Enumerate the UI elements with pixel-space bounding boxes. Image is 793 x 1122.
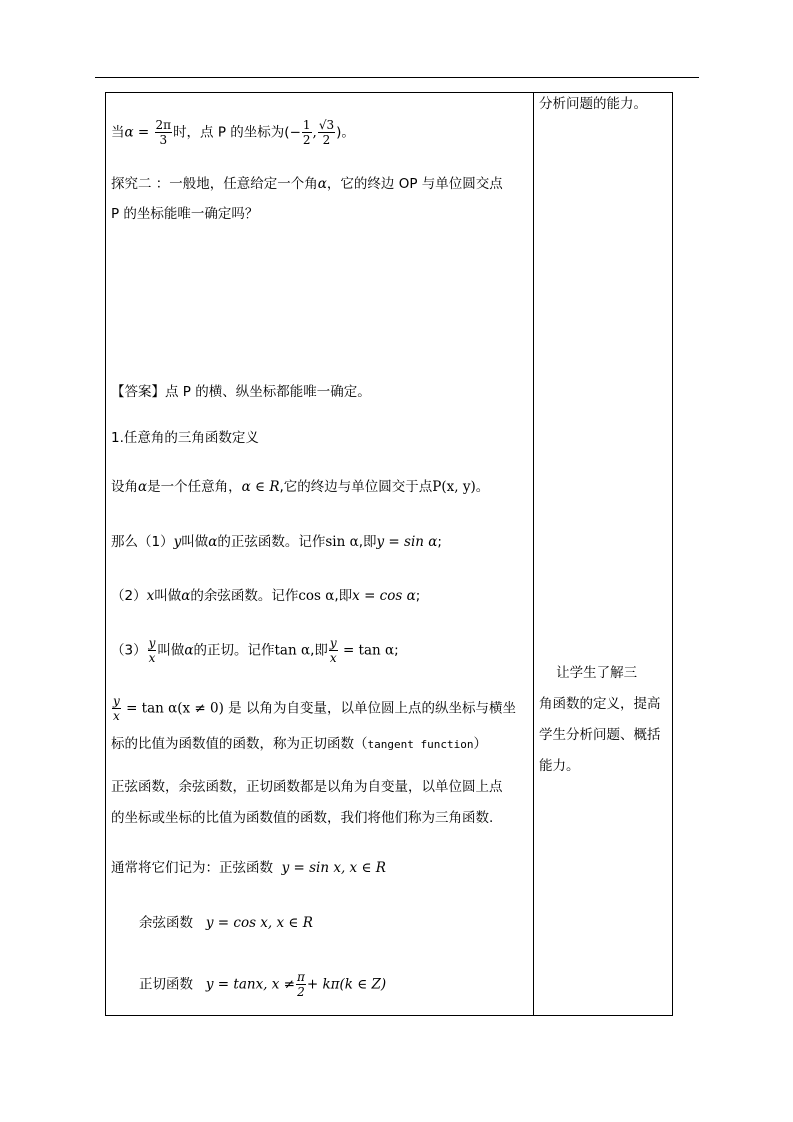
cosine-notation: 余弦函数 y = cos x, x ∈ R xyxy=(139,915,313,931)
tangent-explanation-line2: 标的比值为函数值的函数，称为正切函数（tangent function） xyxy=(111,736,487,752)
explore-two-line1: 探究二 ：一般地，任意给定一个角α，它的终边 OP 与单位圆交点 xyxy=(111,176,503,192)
alpha-in-r: α ∈ R xyxy=(241,479,280,495)
side-note-line2: 角函数的定义，提高 xyxy=(539,696,661,712)
header-rule xyxy=(95,77,699,78)
tangent-explanation-line1: $\frac{y}{x}$ = tan α(x ≠ 0) 是 以角为自变量，以单位圆上点的纵坐标与横坐 xyxy=(113,694,516,723)
text: )。 xyxy=(336,124,355,141)
fraction-2pi-3: $\frac{2\pi}{3}$ xyxy=(155,118,172,147)
answer-text: 【答案】点 P 的横、纵坐标都能唯一确定。 xyxy=(111,384,371,400)
alpha-symbol: α xyxy=(124,124,134,141)
side-note-line1: 让学生了解三 xyxy=(539,665,638,681)
column-divider xyxy=(533,92,534,1016)
side-note-line3: 学生分析问题、概括 xyxy=(539,727,661,743)
side-note-top: 分析问题的能力。 xyxy=(539,96,647,112)
fraction-y-x: $\frac{y}{x}$ xyxy=(329,636,337,665)
fraction-pi-2: $\frac{\pi}{2}$ xyxy=(296,970,305,999)
comma: , xyxy=(312,124,317,141)
explore-two-line2: P 的坐标能唯一确定吗？ xyxy=(111,206,259,222)
cosine-definition: （2）x叫做α的余弦函数。记作cos α,即x = cos α; xyxy=(111,588,421,604)
tangent-definition: （3） $\frac{y}{x}$ 叫做α的正切。记作tan α,即 $\frac{y}{x}$ = tan α; xyxy=(111,636,399,665)
lesson-table xyxy=(105,92,673,1016)
text: 时，点 P 的坐标为( xyxy=(173,124,290,141)
sine-definition: 那么（1）y叫做α的正弦函数。记作sin α,即y = sin α; xyxy=(111,534,442,550)
point-p: P(x, y) xyxy=(432,479,476,495)
minus: − xyxy=(289,124,301,141)
line-alpha-value xyxy=(111,118,355,147)
side-note-line4: 能力。 xyxy=(539,758,580,774)
fraction-y-x: $\frac{y}{x}$ xyxy=(148,636,156,665)
summary-line1: 正弦函数，余弦函数，正切函数都是以角为自变量，以单位圆上点 xyxy=(111,779,503,795)
text: 当 xyxy=(111,124,125,141)
set-angle-line: 设角α是一个任意角，α ∈ R,它的终边与单位圆交于点P(x, y)。 xyxy=(111,479,490,495)
fraction-y-x: $\frac{y}{x}$ xyxy=(113,694,120,723)
equals: = xyxy=(133,124,154,141)
sine-notation: 通常将它们记为：正弦函数 y = sin x, x ∈ R xyxy=(111,860,386,876)
alpha-symbol: α xyxy=(138,479,148,495)
fraction-1-2: $\frac{1}{2}$ xyxy=(302,118,311,147)
fraction-sqrt3-2: $\frac{√3}{2}$ xyxy=(318,118,335,147)
summary-line2: 的坐标或坐标的比值为函数值的函数，我们将他们称为三角函数. xyxy=(111,810,494,826)
tangent-notation: 正切函数 y = tanx, x ≠ $\frac{\pi}{2}$ + kπ(k ∈ Z) xyxy=(139,970,387,999)
alpha-symbol: α xyxy=(317,176,327,192)
definition-title: 1.任意角的三角函数定义 xyxy=(111,430,259,446)
